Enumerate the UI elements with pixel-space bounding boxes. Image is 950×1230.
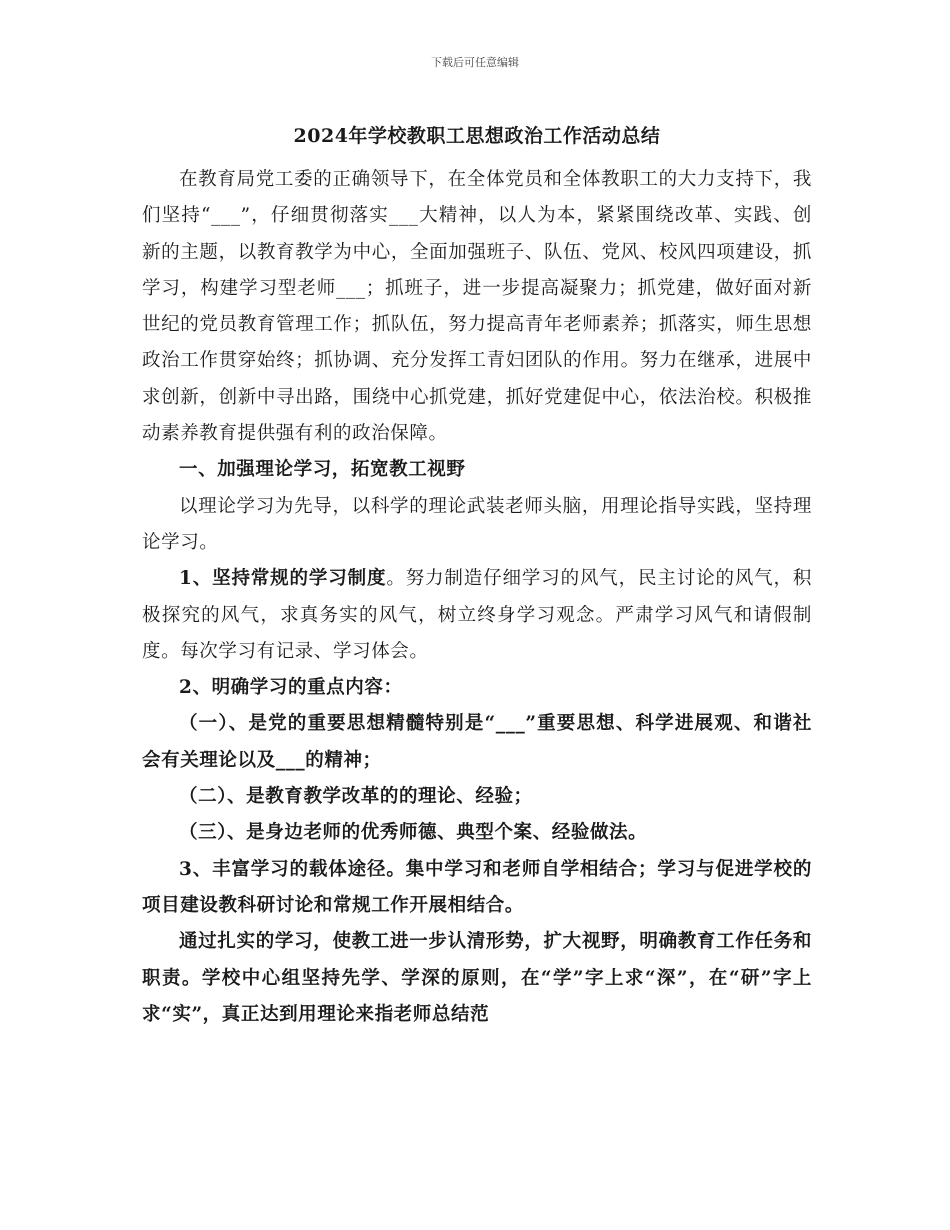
closing-paragraph: 通过扎实的学习，使教工进一步认清形势，扩大视野，明确教育工作任务和职责。学校中心组坚持先学、学深的原则，在“学”字上求“深”，在“研”字上求“实”，真正达到用理论来指老师总结范	[142, 931, 812, 1025]
item-1-rest: 。努力制造仔细学习的风气，民主讨论的风气，积极探究的风气，求真务实的风气，树立终身学习观念。严肃学习风气和请假制度。每次学习有记录、学习体会。	[142, 568, 813, 662]
page-header: 下载后可任意编辑	[431, 56, 519, 69]
document-title: 2024年学校教职工思想政治工作活动总结	[293, 125, 661, 147]
sub-item-3: （三）、是身边老师的优秀师德、典型个案、经验做法。	[179, 822, 648, 844]
document-body	[142, 122, 812, 1033]
section-1-intro: 以理论学习为先导，以科学的理论武装老师头脑，用理论指导实践，坚持理论学习。	[142, 495, 812, 553]
item-1-lead: 1、坚持常规的学习制度	[179, 568, 387, 590]
section-heading-1: 一、加强理论学习，拓宽教工视野	[179, 459, 466, 481]
sub-item-1: （一）、是党的重要思想精髓特别是“___”重要思想、科学进展观、和谐社会有关理论以及___的精神；	[142, 713, 812, 771]
item-1-paragraph	[142, 561, 812, 670]
intro-paragraph: 在教育局党工委的正确领导下，在全体党员和全体教职工的大力支持下，我们坚持“___”，仔细贯彻落实___大精神，以人为本，紧紧围绕改革、实践、创新的主题，以教育教学为中心，全面加强班子、队伍、党风、校风四项建设，抓学习，构建学习型老师___；抓班子，进一步提高凝聚力；抓党建，做好面对新世纪的党员教育管理工作；抓队伍，努力提高青年老师素养；抓落实，师生思想政治工作贯穿始终；抓协调、充分发挥工青妇团队的作用。努力在继承，进展中求创新，创新中寻出路，围绕中心抓党建，抓好党建促中心，依法治校。积极推动素养教育提供强有利的政治保障。	[142, 169, 812, 445]
item-3-paragraph: 3、丰富学习的载体途径。集中学习和老师自学相结合；学习与促进学校的项目建设教科研讨论和常规工作开展相结合。	[142, 858, 812, 916]
sub-item-2: （二）、是教育教学改革的的理论、经验；	[179, 786, 533, 808]
item-2-heading: 2、明确学习的重点内容：	[179, 677, 403, 699]
